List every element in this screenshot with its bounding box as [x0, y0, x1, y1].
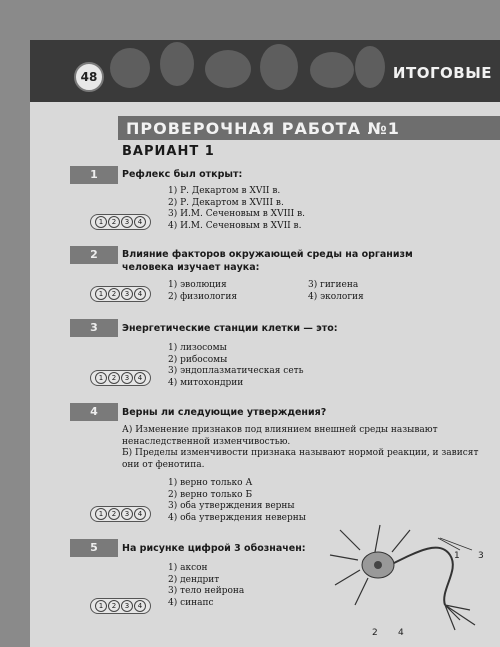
answer-option[interactable]: 4) митохондрии	[168, 377, 244, 388]
answer-marker-box	[90, 370, 151, 386]
answer-circle[interactable]: 3	[121, 288, 133, 300]
answer-option[interactable]: 1) Р. Декартом в XVII в.	[168, 186, 281, 196]
answer-option[interactable]: 2) дендрит	[168, 574, 220, 585]
title-bar	[118, 116, 500, 140]
answer-circle[interactable]: 4	[134, 216, 146, 228]
question-text: Энергетические станции клетки — это:	[122, 323, 338, 334]
photo-collage	[160, 42, 194, 86]
question-number: 2	[70, 246, 118, 264]
question-text: На рисунке цифрой 3 обозначен:	[122, 543, 306, 554]
answer-option[interactable]: 3) оба утверждения верны	[168, 501, 295, 511]
page-title: ПРОВЕРОЧНАЯ РАБОТА №1	[126, 119, 400, 138]
answer-circle[interactable]: 1	[95, 508, 107, 520]
answer-options	[168, 343, 304, 389]
answer-option[interactable]: 3) тело нейрона	[168, 586, 245, 596]
answer-options	[168, 478, 306, 524]
answer-circle[interactable]: 4	[134, 372, 146, 384]
question-text: Влияние факторов окружающей среды на организм человека изучает наука:	[122, 249, 413, 273]
answer-circle[interactable]: 4	[134, 508, 146, 520]
variant-heading: ВАРИАНТ 1	[122, 144, 215, 159]
answer-circle[interactable]: 1	[95, 216, 107, 228]
answer-circle[interactable]: 2	[108, 600, 120, 612]
section-title: ИТОГОВЫЕ	[392, 64, 492, 82]
neuron-illustration	[320, 510, 490, 640]
answer-option[interactable]: 3) И.М. Сеченовым в XVIII в.	[168, 209, 306, 219]
figure-label: 3	[478, 551, 484, 561]
photo-collage	[355, 46, 385, 88]
statement-b: Б) Пределы изменчивости признака называют нормой реакции, и зависят они от фенотипа.	[122, 448, 479, 470]
answer-options	[308, 280, 364, 303]
photo-collage	[110, 48, 150, 88]
header-banner	[30, 40, 500, 102]
answer-circle[interactable]: 3	[121, 600, 133, 612]
answer-option[interactable]: 1) верно только А	[168, 478, 253, 488]
answer-option[interactable]: 1) аксон	[168, 563, 208, 573]
answer-circle[interactable]: 3	[121, 508, 133, 520]
answer-circle[interactable]: 2	[108, 372, 120, 384]
answer-circle[interactable]: 1	[95, 288, 107, 300]
answer-option[interactable]: 4) синапс	[168, 597, 214, 608]
answer-option[interactable]: 4) экология	[308, 291, 364, 302]
answer-circle[interactable]: 2	[108, 508, 120, 520]
answer-option[interactable]: 2) рибосомы	[168, 354, 228, 365]
answer-option[interactable]: 2) Р. Декартом в XVIII в.	[168, 197, 284, 208]
answer-options	[168, 280, 237, 303]
photo-collage	[310, 52, 354, 88]
question-number: 5	[70, 539, 118, 557]
question-number: 3	[70, 319, 118, 337]
statement-a: А) Изменение признаков под влиянием внешней среды называют ненаследственной изменчивостью.	[122, 425, 438, 447]
figure-label: 4	[398, 628, 404, 638]
photo-collage	[205, 50, 251, 88]
nucleus	[374, 561, 382, 569]
question-text: Верны ли следующие утверждения?	[122, 407, 327, 418]
answer-options	[168, 563, 244, 609]
photo-collage	[260, 44, 298, 90]
answer-circle[interactable]: 2	[108, 216, 120, 228]
answer-option[interactable]: 1) эволюция	[168, 280, 227, 290]
question-number: 1	[70, 166, 118, 184]
page-number: 48	[74, 62, 104, 92]
answer-marker-box	[90, 598, 151, 614]
question-text: Рефлекс был открыт:	[122, 169, 243, 180]
answer-circle[interactable]: 1	[95, 600, 107, 612]
answer-marker-box	[90, 214, 151, 230]
answer-option[interactable]: 4) оба утверждения неверны	[168, 512, 306, 523]
answer-option[interactable]: 1) лизосомы	[168, 343, 227, 353]
answer-option[interactable]: 4) И.М. Сеченовым в XVII в.	[168, 220, 302, 231]
answer-option[interactable]: 2) верно только Б	[168, 489, 253, 500]
answer-circle[interactable]: 3	[121, 216, 133, 228]
answer-marker-box	[90, 506, 151, 522]
workbook-page	[30, 40, 500, 647]
answer-circle[interactable]: 3	[121, 372, 133, 384]
answer-circle[interactable]: 1	[95, 372, 107, 384]
answer-circle[interactable]: 4	[134, 600, 146, 612]
answer-options	[168, 186, 305, 232]
answer-circle[interactable]: 2	[108, 288, 120, 300]
answer-option[interactable]: 3) гигиена	[308, 280, 359, 290]
answer-marker-box	[90, 286, 151, 302]
question-number: 4	[70, 403, 118, 421]
answer-option[interactable]: 2) физиология	[168, 291, 237, 302]
figure-label: 1	[454, 551, 460, 561]
axon	[390, 548, 453, 605]
axon-terminals	[445, 605, 475, 630]
answer-option[interactable]: 3) эндоплазматическая сеть	[168, 366, 304, 376]
figure-label: 2	[372, 628, 378, 638]
answer-circle[interactable]: 4	[134, 288, 146, 300]
